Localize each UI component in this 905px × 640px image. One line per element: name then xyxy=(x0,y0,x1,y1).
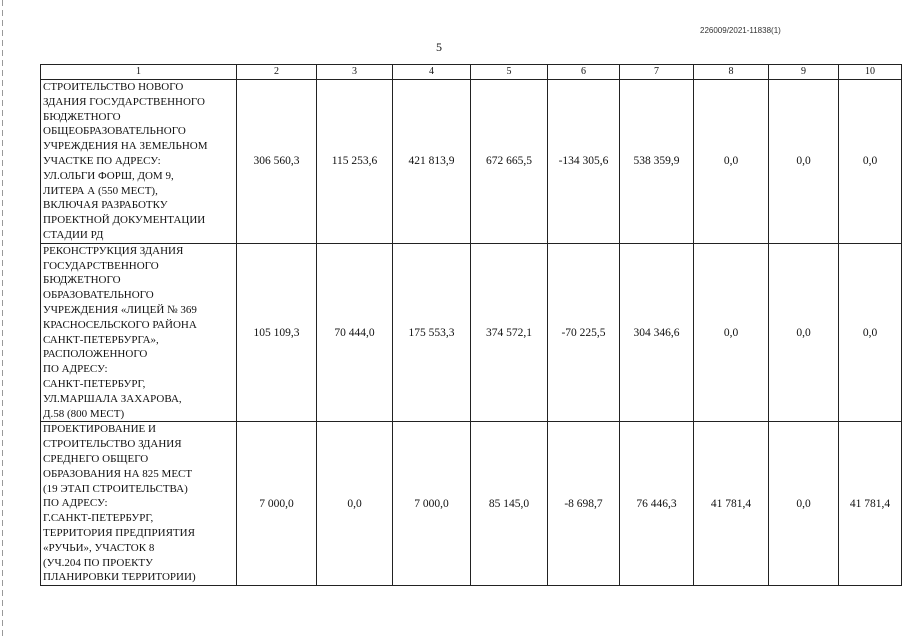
value-cell: -134 305,6 xyxy=(548,80,620,244)
column-header: 10 xyxy=(839,65,902,80)
document-id: 226009/2021-11838(1) xyxy=(700,26,781,35)
column-header: 7 xyxy=(620,65,694,80)
value-cell: 175 553,3 xyxy=(393,243,471,422)
value-cell: 0,0 xyxy=(769,243,839,422)
value-cell: 0,0 xyxy=(769,80,839,244)
column-header: 6 xyxy=(548,65,620,80)
value-cell: 0,0 xyxy=(317,422,393,586)
column-header: 9 xyxy=(769,65,839,80)
value-cell: -8 698,7 xyxy=(548,422,620,586)
value-cell: 538 359,9 xyxy=(620,80,694,244)
column-header: 2 xyxy=(237,65,317,80)
value-cell: 41 781,4 xyxy=(694,422,769,586)
value-cell: 0,0 xyxy=(694,80,769,244)
value-cell: 7 000,0 xyxy=(237,422,317,586)
table-row xyxy=(41,422,902,586)
value-cell: 85 145,0 xyxy=(471,422,548,586)
value-cell: 421 813,9 xyxy=(393,80,471,244)
column-header: 8 xyxy=(694,65,769,80)
value-cell: 0,0 xyxy=(839,243,902,422)
value-cell: 41 781,4 xyxy=(839,422,902,586)
value-cell: 672 665,5 xyxy=(471,80,548,244)
column-header: 3 xyxy=(317,65,393,80)
object-name-cell: РЕКОНСТРУКЦИЯ ЗДАНИЯ ГОСУДАРСТВЕННОГО БЮДЖЕТНОГО ОБРАЗОВАТЕЛЬНОГО УЧРЕЖДЕНИЯ «ЛИЦЕЙ № 369 КРАСНОСЕЛЬСКОГО РАЙОНА САНКТ-ПЕТЕРБУРГА», РАСПОЛОЖЕННОГО ПО АДРЕСУ: САНКТ-ПЕТЕРБУРГ, УЛ.МАРШАЛА ЗАХАРОВА, Д.58 (800 МЕСТ) xyxy=(41,243,237,422)
column-header: 5 xyxy=(471,65,548,80)
value-cell: 0,0 xyxy=(839,80,902,244)
budget-table xyxy=(40,64,902,586)
value-cell: 76 446,3 xyxy=(620,422,694,586)
object-name-cell: ПРОЕКТИРОВАНИЕ И СТРОИТЕЛЬСТВО ЗДАНИЯ СРЕДНЕГО ОБЩЕГО ОБРАЗОВАНИЯ НА 825 МЕСТ (19 ЭТАП СТРОИТЕЛЬСТВА) ПО АДРЕСУ: Г.САНКТ-ПЕТЕРБУРГ, ТЕРРИТОРИЯ ПРЕДПРИЯТИЯ «РУЧЬИ», УЧАСТОК 8 (УЧ.204 ПО ПРОЕКТУ ПЛАНИРОВКИ ТЕРРИТОРИИ) xyxy=(41,422,237,586)
page-number: 5 xyxy=(436,40,442,54)
value-cell: 7 000,0 xyxy=(393,422,471,586)
value-cell: 304 346,6 xyxy=(620,243,694,422)
value-cell: 115 253,6 xyxy=(317,80,393,244)
value-cell: 374 572,1 xyxy=(471,243,548,422)
value-cell: -70 225,5 xyxy=(548,243,620,422)
value-cell: 306 560,3 xyxy=(237,80,317,244)
table-row xyxy=(41,80,902,244)
column-header: 1 xyxy=(41,65,237,80)
table-row xyxy=(41,243,902,422)
value-cell: 70 444,0 xyxy=(317,243,393,422)
value-cell: 105 109,3 xyxy=(237,243,317,422)
object-name-cell: СТРОИТЕЛЬСТВО НОВОГО ЗДАНИЯ ГОСУДАРСТВЕННОГО БЮДЖЕТНОГО ОБЩЕОБРАЗОВАТЕЛЬНОГО УЧРЕЖДЕНИЯ НА ЗЕМЕЛЬНОМ УЧАСТКЕ ПО АДРЕСУ: УЛ.ОЛЬГИ ФОРШ, ДОМ 9, ЛИТЕРА А (550 МЕСТ), ВКЛЮЧАЯ РАЗРАБОТКУ ПРОЕКТНОЙ ДОКУМЕНТАЦИИ СТАДИИ РД xyxy=(41,80,237,244)
column-number-row xyxy=(41,65,902,80)
scan-edge-mark xyxy=(2,0,3,640)
column-header: 4 xyxy=(393,65,471,80)
value-cell: 0,0 xyxy=(769,422,839,586)
value-cell: 0,0 xyxy=(694,243,769,422)
